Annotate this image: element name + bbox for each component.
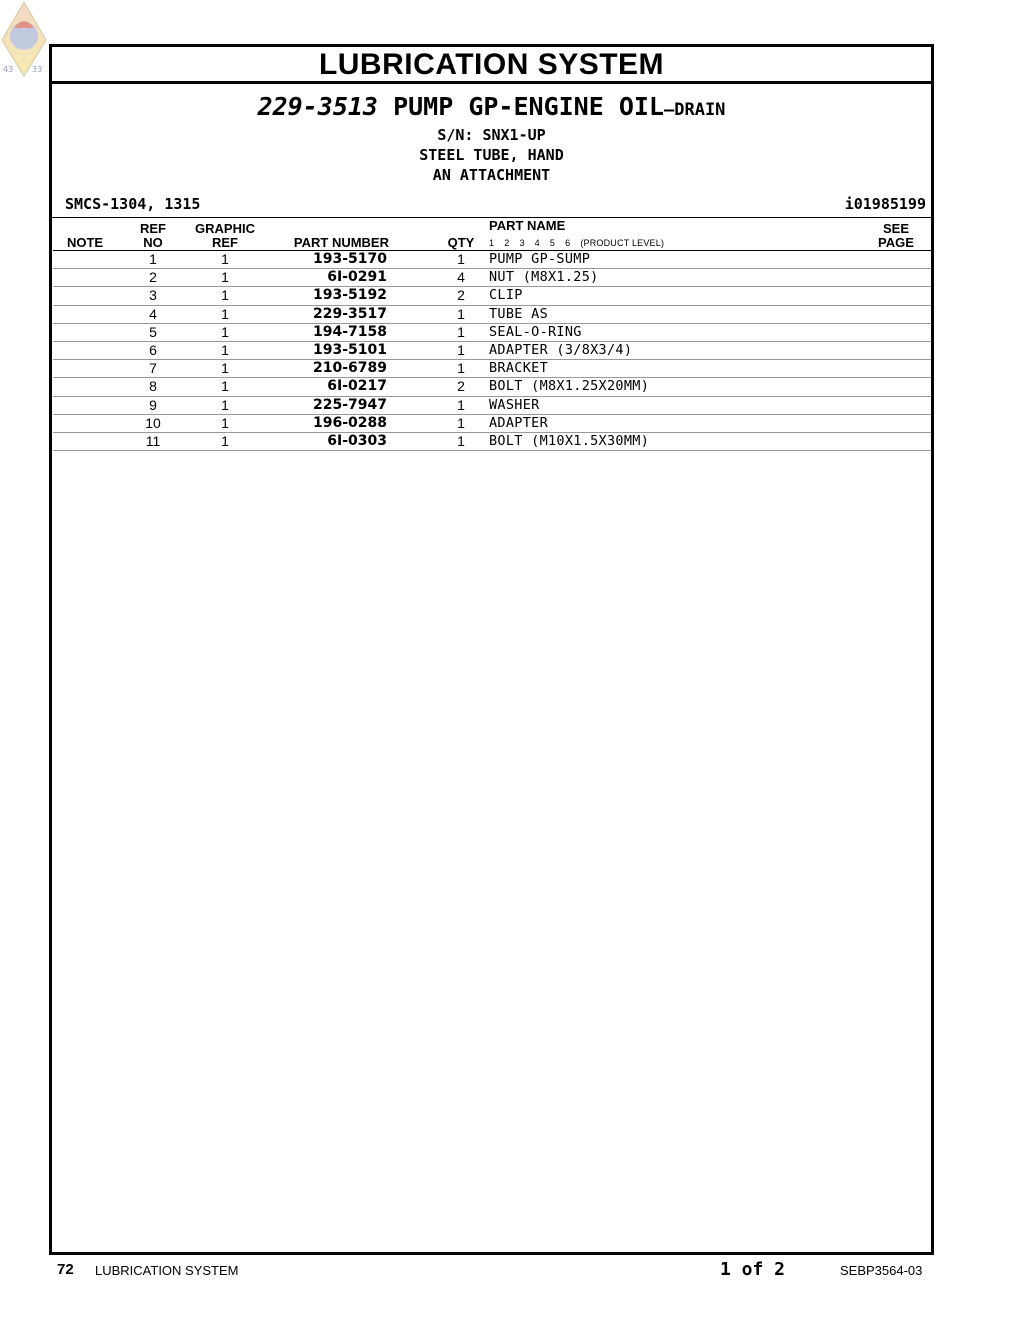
cell-part-number: 6I-0303 bbox=[261, 432, 441, 450]
cell-part-number: 194-7158 bbox=[261, 323, 441, 341]
cell-graphic-ref: 1 bbox=[189, 378, 261, 396]
page-number: 72 bbox=[57, 1261, 74, 1278]
cell-note bbox=[53, 251, 117, 269]
cell-part-name: CLIP bbox=[481, 287, 861, 305]
group-header bbox=[52, 92, 931, 185]
table-header-row bbox=[53, 218, 931, 251]
cell-ref-no: 10 bbox=[117, 414, 189, 432]
cell-qty: 1 bbox=[441, 360, 481, 378]
cell-qty: 1 bbox=[441, 251, 481, 269]
cell-see-page bbox=[861, 287, 931, 305]
footer-section: LUBRICATION SYSTEM bbox=[95, 1263, 239, 1278]
cell-ref-no: 9 bbox=[117, 396, 189, 414]
cell-see-page bbox=[861, 414, 931, 432]
table-row bbox=[53, 414, 931, 432]
cell-part-name: ADAPTER (3/8X3/4) bbox=[481, 341, 861, 359]
cell-qty: 1 bbox=[441, 414, 481, 432]
cell-ref-no: 4 bbox=[117, 305, 189, 323]
cell-graphic-ref: 1 bbox=[189, 414, 261, 432]
cell-see-page bbox=[861, 251, 931, 269]
cell-graphic-ref: 1 bbox=[189, 341, 261, 359]
cell-part-name: ADAPTER bbox=[481, 414, 861, 432]
table-row bbox=[53, 360, 931, 378]
cell-see-page bbox=[861, 360, 931, 378]
logo-right-text: 33 bbox=[32, 65, 43, 74]
cell-see-page bbox=[861, 378, 931, 396]
cell-note bbox=[53, 341, 117, 359]
parts-table-body bbox=[53, 251, 931, 451]
smcs-row bbox=[52, 191, 931, 218]
document-number: SEBP3564-03 bbox=[840, 1263, 923, 1278]
group-description-line: AN ATTACHMENT bbox=[432, 166, 551, 184]
group-part-number: 229-3513 bbox=[257, 92, 378, 121]
cell-part-number: 229-3517 bbox=[261, 305, 441, 323]
col-header-note: NOTE bbox=[53, 218, 117, 251]
cell-qty: 1 bbox=[441, 341, 481, 359]
col-header-graphic-ref: GRAPHIC REF bbox=[189, 218, 261, 251]
group-part-name: PUMP GP-ENGINE OIL bbox=[393, 92, 664, 121]
cell-ref-no: 8 bbox=[117, 378, 189, 396]
col-header-qty: QTY bbox=[441, 218, 481, 251]
cell-graphic-ref: 1 bbox=[189, 323, 261, 341]
cell-ref-no: 2 bbox=[117, 269, 189, 287]
cell-graphic-ref: 1 bbox=[189, 432, 261, 450]
cell-ref-no: 6 bbox=[117, 341, 189, 359]
group-description-line: STEEL TUBE, HAND bbox=[419, 146, 564, 164]
cell-see-page bbox=[861, 396, 931, 414]
cell-qty: 1 bbox=[441, 396, 481, 414]
table-row bbox=[53, 378, 931, 396]
cell-graphic-ref: 1 bbox=[189, 287, 261, 305]
cell-graphic-ref: 1 bbox=[189, 269, 261, 287]
cell-note bbox=[53, 360, 117, 378]
cell-part-number: 225-7947 bbox=[261, 396, 441, 414]
cell-ref-no: 1 bbox=[117, 251, 189, 269]
cell-see-page bbox=[861, 323, 931, 341]
cell-note bbox=[53, 323, 117, 341]
table-row bbox=[53, 269, 931, 287]
cell-qty: 2 bbox=[441, 287, 481, 305]
cell-part-number: 6I-0291 bbox=[261, 269, 441, 287]
cell-qty: 1 bbox=[441, 323, 481, 341]
cell-graphic-ref: 1 bbox=[189, 251, 261, 269]
cell-qty: 1 bbox=[441, 432, 481, 450]
cell-see-page bbox=[861, 341, 931, 359]
cell-part-name: TUBE AS bbox=[481, 305, 861, 323]
cell-note bbox=[53, 378, 117, 396]
section-title: LUBRICATION SYSTEM bbox=[52, 47, 931, 84]
cell-note bbox=[53, 287, 117, 305]
cell-part-number: 193-5192 bbox=[261, 287, 441, 305]
cell-part-name: NUT (M8X1.25) bbox=[481, 269, 861, 287]
cell-part-name: BOLT (M8X1.25X20MM) bbox=[481, 378, 861, 396]
cell-part-number: 210-6789 bbox=[261, 360, 441, 378]
cell-qty: 4 bbox=[441, 269, 481, 287]
col-header-part-name: PART NAME 1 2 3 4 5 6 (PRODUCT LEVEL) bbox=[481, 218, 861, 251]
cell-note bbox=[53, 269, 117, 287]
table-row bbox=[53, 287, 931, 305]
cell-graphic-ref: 1 bbox=[189, 396, 261, 414]
cell-qty: 2 bbox=[441, 378, 481, 396]
table-row bbox=[53, 251, 931, 269]
table-row bbox=[53, 305, 931, 323]
cell-part-number: 193-5101 bbox=[261, 341, 441, 359]
table-row bbox=[53, 432, 931, 450]
cell-see-page bbox=[861, 432, 931, 450]
publisher-logo-icon bbox=[0, 0, 48, 78]
cell-ref-no: 7 bbox=[117, 360, 189, 378]
cell-note bbox=[53, 396, 117, 414]
cell-part-number: 6I-0217 bbox=[261, 378, 441, 396]
col-header-see-page: SEE PAGE bbox=[861, 218, 931, 251]
smcs-code: SMCS-1304, 1315 bbox=[65, 195, 201, 213]
logo-left-text: 43 bbox=[3, 65, 14, 74]
cell-see-page bbox=[861, 305, 931, 323]
group-part-suffix: —DRAIN bbox=[664, 100, 726, 120]
col-header-part-number: PART NUMBER bbox=[261, 218, 441, 251]
cell-ref-no: 5 bbox=[117, 323, 189, 341]
cell-part-number: 193-5170 bbox=[261, 251, 441, 269]
cell-note bbox=[53, 414, 117, 432]
serial-number: S/N: SNX1-UP bbox=[437, 126, 546, 144]
cell-part-name: BRACKET bbox=[481, 360, 861, 378]
page-of: 1 of 2 bbox=[720, 1259, 786, 1280]
page-footer bbox=[0, 1260, 1020, 1282]
table-row bbox=[53, 323, 931, 341]
illustration-id: i01985199 bbox=[844, 195, 926, 213]
table-row bbox=[53, 396, 931, 414]
cell-qty: 1 bbox=[441, 305, 481, 323]
cell-note bbox=[53, 305, 117, 323]
cell-ref-no: 11 bbox=[117, 432, 189, 450]
parts-table bbox=[53, 218, 931, 451]
cell-part-name: SEAL-O-RING bbox=[481, 323, 861, 341]
table-row bbox=[53, 341, 931, 359]
cell-see-page bbox=[861, 269, 931, 287]
cell-part-name: PUMP GP-SUMP bbox=[481, 251, 861, 269]
col-header-ref-no: REF NO bbox=[117, 218, 189, 251]
cell-graphic-ref: 1 bbox=[189, 305, 261, 323]
cell-ref-no: 3 bbox=[117, 287, 189, 305]
parts-page-frame bbox=[49, 44, 934, 1255]
cell-note bbox=[53, 432, 117, 450]
group-title bbox=[52, 92, 931, 125]
cell-part-number: 196-0288 bbox=[261, 414, 441, 432]
cell-graphic-ref: 1 bbox=[189, 360, 261, 378]
cell-part-name: WASHER bbox=[481, 396, 861, 414]
cell-part-name: BOLT (M10X1.5X30MM) bbox=[481, 432, 861, 450]
product-levels: 1 2 3 4 5 6 (PRODUCT LEVEL) bbox=[489, 238, 665, 248]
